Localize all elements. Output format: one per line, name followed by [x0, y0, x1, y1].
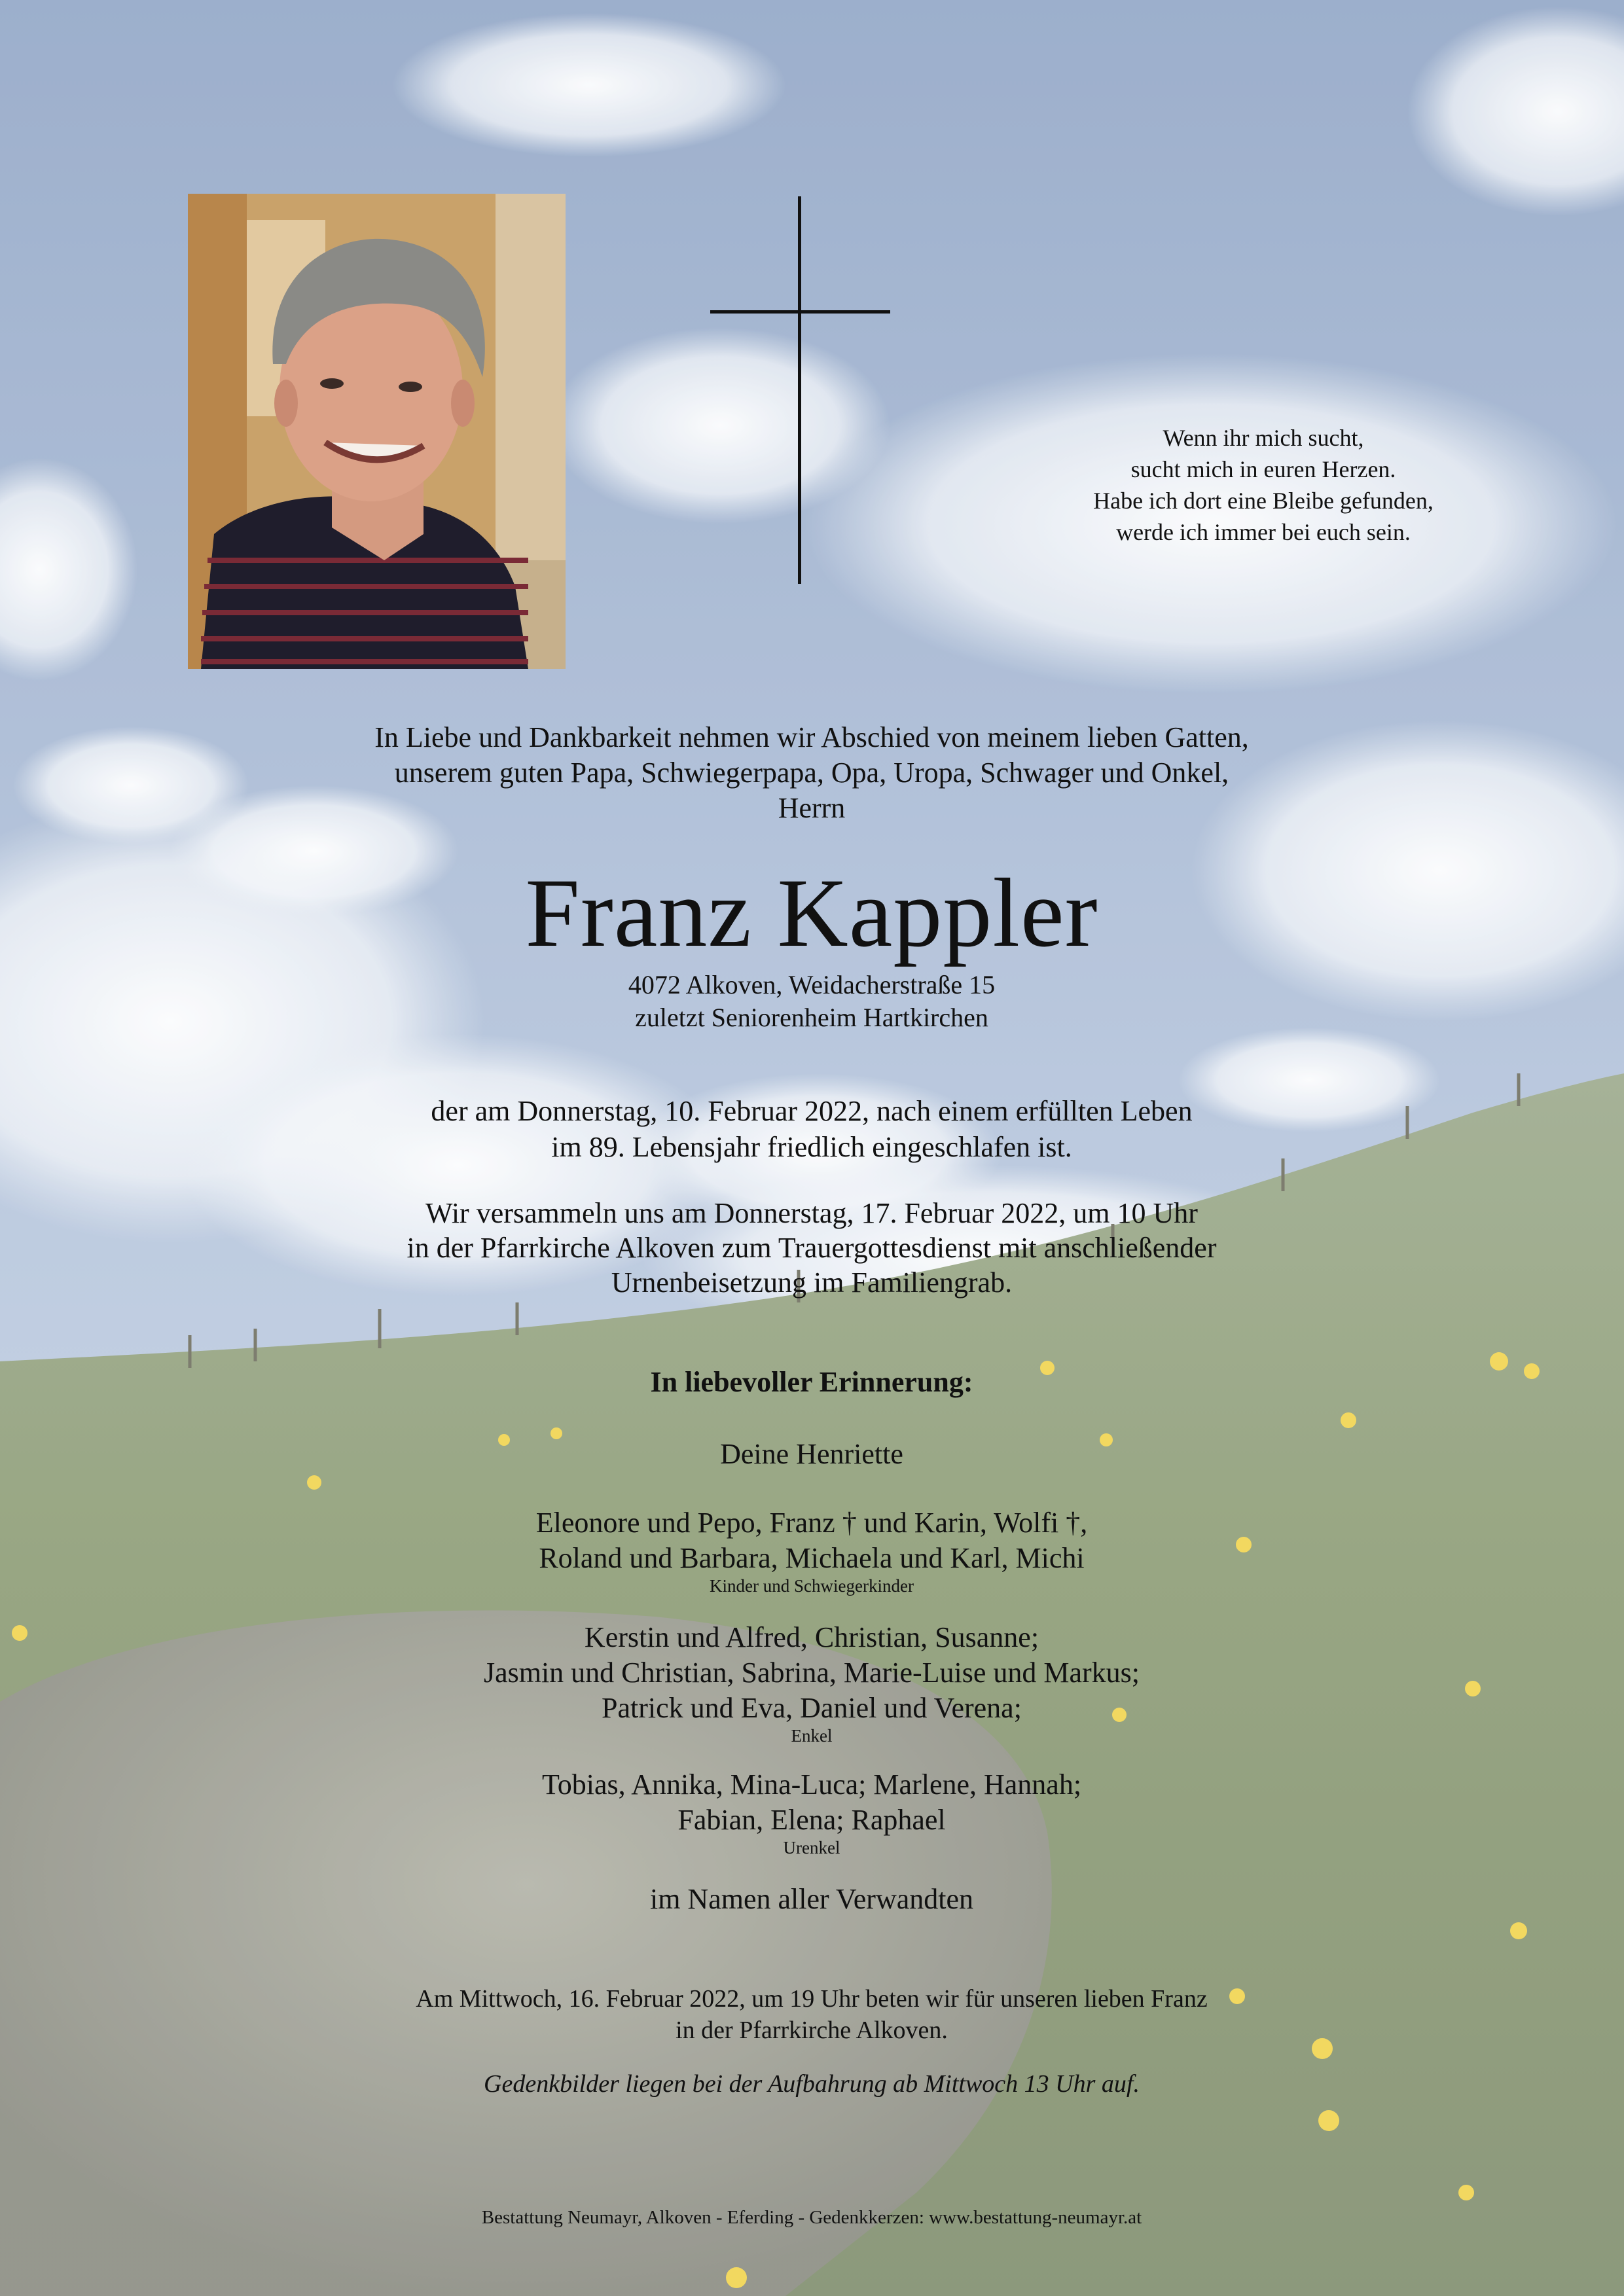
cross-icon: [798, 196, 801, 584]
mourners-line: Kerstin und Alfred, Christian, Susanne;: [584, 1621, 1039, 1653]
rosary-line: Am Mittwoch, 16. Februar 2022, um 19 Uhr beten wir für unseren lieben Franz: [416, 1985, 1208, 2013]
deceased-address-block: [157, 969, 1466, 1034]
intro-line: unserem guten Papa, Schwiegerpapa, Opa, Uropa, Schwager und Onkel,: [394, 757, 1229, 789]
mourners-heading: In liebevoller Erinnerung:: [650, 1366, 973, 1398]
mourners-line: Fabian, Elena; Raphael: [677, 1804, 946, 1836]
deceased-address: 4072 Alkoven, Weidacherstraße 15: [628, 970, 996, 999]
mourners-line: Tobias, Annika, Mina-Luca; Marlene, Hannah;: [541, 1768, 1082, 1801]
death-line: der am Donnerstag, 10. Februar 2022, nach einem erfüllten Leben: [431, 1095, 1193, 1127]
verse: [936, 422, 1591, 548]
rosary-line: in der Pfarrkirche Alkoven.: [676, 2017, 948, 2044]
funeral-line: Urnenbeisetzung im Familiengrab.: [611, 1266, 1013, 1299]
mourners-group-grandchildren: [157, 1620, 1466, 1746]
rosary-notice: [157, 1983, 1466, 2046]
mourners-role: Kinder und Schwiegerkinder: [710, 1576, 914, 1596]
verse-line: werde ich immer bei euch sein.: [1116, 519, 1411, 545]
deceased-name: Franz Kappler: [525, 859, 1098, 967]
portrait-photo: [188, 194, 566, 669]
funeral-line: Wir versammeln uns am Donnerstag, 17. Februar 2022, um 10 Uhr: [425, 1197, 1198, 1229]
mourners-line: Eleonore und Pepo, Franz † und Karin, Wolfi †,: [535, 1507, 1088, 1539]
deceased-last-residence: zuletzt Seniorenheim Hartkirchen: [635, 1003, 988, 1032]
mourners-group-great-grandchildren: [157, 1767, 1466, 1857]
mourners-line: Patrick und Eva, Daniel und Verena;: [602, 1692, 1022, 1724]
intro-text: [157, 720, 1466, 826]
verse-line: Habe ich dort eine Bleibe gefunden,: [1093, 488, 1434, 514]
mourners-spouse: Deine Henriette: [720, 1438, 903, 1470]
mourners-group-children: [157, 1505, 1466, 1596]
mourners-role: Urenkel: [783, 1838, 840, 1857]
verse-line: sucht mich in euren Herzen.: [1130, 456, 1396, 482]
mourners-line: Roland und Barbara, Michaela und Karl, Michi: [539, 1542, 1085, 1574]
mourners-closing: im Namen aller Verwandten: [649, 1883, 973, 1915]
footer-undertaker: Bestattung Neumayr, Alkoven - Eferding - Gedenkkerzen: www.bestattung-neumayr.at: [481, 2207, 1142, 2228]
funeral-notice: [157, 1196, 1466, 1300]
funeral-line: in der Pfarrkirche Alkoven zum Trauergottesdienst mit anschließender: [406, 1232, 1217, 1264]
death-notice: [157, 1093, 1466, 1165]
intro-line: Herrn: [778, 792, 846, 824]
memorial-pictures-note: Gedenkbilder liegen bei der Aufbahrung ab Mittwoch 13 Uhr auf.: [484, 2070, 1140, 2098]
verse-line: Wenn ihr mich sucht,: [1163, 425, 1364, 451]
death-line: im 89. Lebensjahr friedlich eingeschlafen ist.: [551, 1131, 1072, 1163]
mourners-line: Jasmin und Christian, Sabrina, Marie-Luise und Markus;: [483, 1657, 1140, 1689]
intro-line: In Liebe und Dankbarkeit nehmen wir Abschied von meinem lieben Gatten,: [374, 721, 1249, 753]
cross-icon-bar: [710, 310, 890, 314]
mourners-role: Enkel: [791, 1726, 833, 1746]
